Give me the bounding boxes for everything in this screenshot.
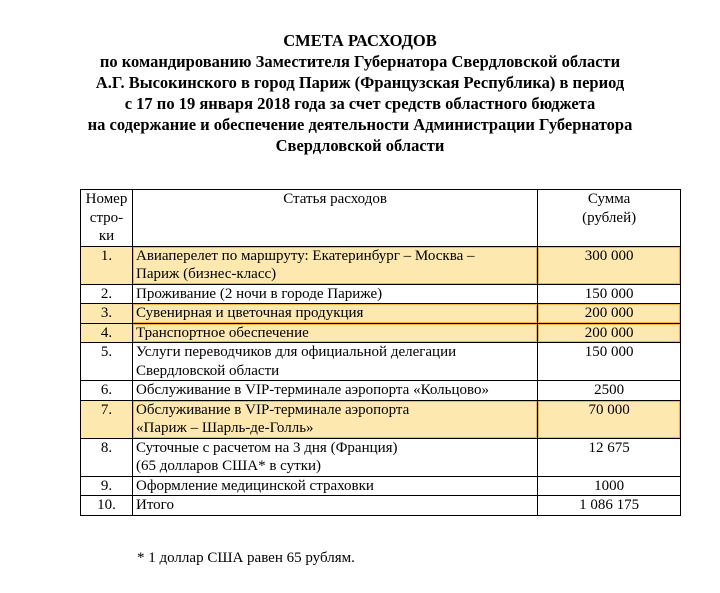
table-row <box>81 343 681 381</box>
row-number: 3. <box>81 304 133 324</box>
row-number: 2. <box>81 284 133 304</box>
expense-item-line: Свердловской области <box>135 362 280 379</box>
table-row <box>81 304 681 324</box>
table-row <box>81 246 681 284</box>
table-row <box>81 400 681 438</box>
amount: 150 000 <box>538 343 681 381</box>
table-row <box>81 476 681 496</box>
header-amount-l1: Сумма <box>587 191 631 207</box>
amount: 70 000 <box>538 400 681 438</box>
expense-item-line: Авиаперелет по маршруту: Екатеринбург – Москва – <box>135 247 475 264</box>
title-line: с 17 по 19 января 2018 года за счет средств областного бюджета <box>124 94 596 113</box>
expense-item <box>132 323 537 343</box>
expense-item-line: Проживание (2 ночи в городе Париже) <box>135 285 383 302</box>
row-number: 8. <box>81 438 133 476</box>
expense-table <box>80 189 681 516</box>
row-number: 5. <box>81 343 133 381</box>
table-row <box>81 496 681 516</box>
table-header-row <box>81 190 681 247</box>
table-row <box>81 284 681 304</box>
expense-item-line: Обслуживание в VIP-терминале аэропорта «Кольцово» <box>135 382 489 398</box>
row-number: 10. <box>81 496 133 516</box>
amount: 1 086 175 <box>538 496 681 516</box>
title-heading: СМЕТА РАСХОДОВ <box>283 31 437 50</box>
amount: 1000 <box>538 476 681 496</box>
amount: 200 000 <box>538 304 681 324</box>
expense-item-line: Итого <box>135 497 174 513</box>
amount: 150 000 <box>538 284 681 304</box>
expense-item-line: Транспортное обеспечение <box>135 324 309 341</box>
row-number: 7. <box>81 400 133 438</box>
title-line: на содержание и обеспечение деятельности Администрации Губернатора <box>87 115 633 134</box>
header-row-number-l2: стро- <box>89 209 124 226</box>
row-number: 4. <box>81 323 133 343</box>
row-number: 9. <box>81 476 133 496</box>
expense-item <box>132 438 537 476</box>
header-row-number-l1: Номер <box>85 191 128 207</box>
header-amount <box>538 190 681 247</box>
expense-item <box>132 284 537 304</box>
expense-item-line: «Париж – Шарль-де-Голль» <box>135 420 314 436</box>
header-expense-item: Статья расходов <box>132 190 537 247</box>
row-number: 1. <box>81 246 133 284</box>
expense-item-line: Суточные с расчетом на 3 дня (Франция) <box>135 439 398 456</box>
expense-item <box>132 400 537 438</box>
expense-item <box>132 476 537 496</box>
expense-item <box>132 304 537 324</box>
table-row <box>81 438 681 476</box>
expense-item <box>132 496 537 516</box>
amount: 200 000 <box>538 323 681 343</box>
amount: 300 000 <box>538 246 681 284</box>
header-row-number <box>81 190 133 247</box>
expense-item-line: Оформление медицинской страховки <box>135 477 374 494</box>
document-title <box>0 30 720 156</box>
table-row <box>81 323 681 343</box>
expense-item-line: Услуги переводчиков для официальной делегации <box>135 344 457 360</box>
title-line: Свердловской области <box>275 136 445 155</box>
amount: 2500 <box>538 381 681 401</box>
expense-item-line: Сувенирная и цветочная продукция <box>135 305 364 321</box>
expense-item-line: Обслуживание в VIP-терминале аэропорта <box>135 401 410 418</box>
expense-item <box>132 381 537 401</box>
header-amount-l2: (рублей) <box>582 209 637 226</box>
amount: 12 675 <box>538 438 681 476</box>
expense-item <box>132 343 537 381</box>
header-row-number-l3: ки <box>98 228 115 244</box>
expense-item-line: (65 долларов США* в сутки) <box>135 458 322 474</box>
expense-item-line: Париж (бизнес-класс) <box>135 266 277 282</box>
expense-item <box>132 246 537 284</box>
row-number: 6. <box>81 381 133 401</box>
footnote: * 1 доллар США равен 65 рублям. <box>137 550 355 566</box>
title-line: по командированию Заместителя Губернатора Свердловской области <box>99 52 621 71</box>
title-line: А.Г. Высокинского в город Париж (Французская Республика) в период <box>95 73 625 92</box>
table-row <box>81 381 681 401</box>
